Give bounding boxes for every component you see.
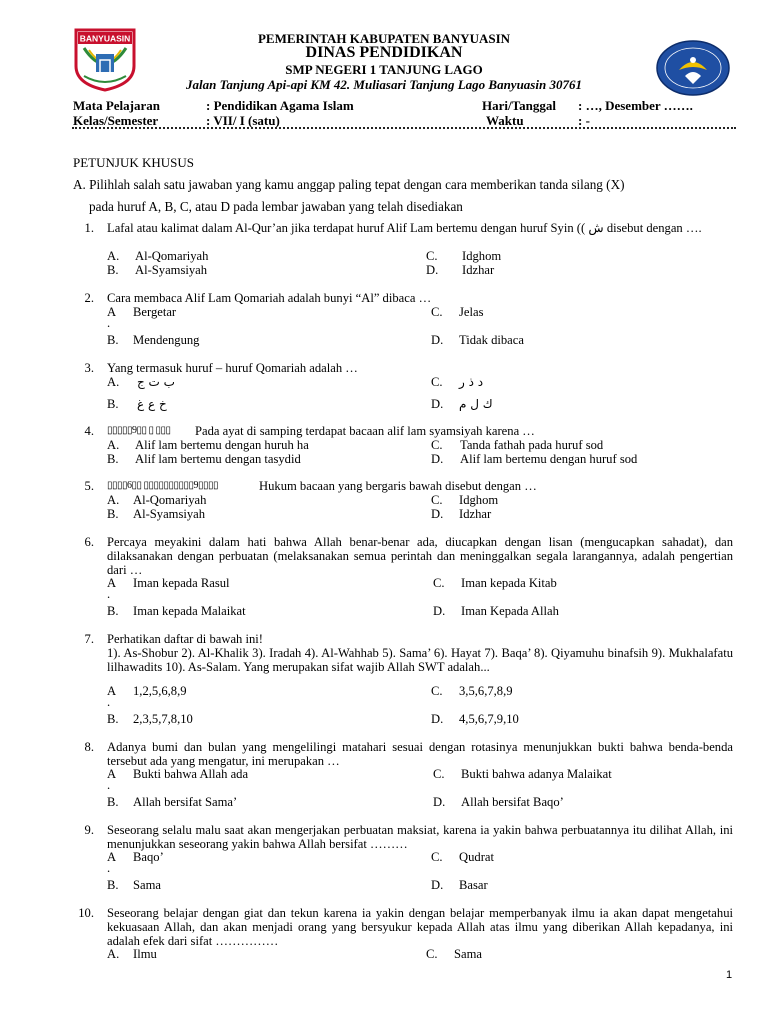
- option-b[interactable]: [107, 604, 246, 618]
- option-letter: D.: [433, 795, 446, 809]
- option-letter: A.: [107, 947, 120, 961]
- option-letter: A: [107, 850, 117, 864]
- option-text: Idzhar: [462, 263, 495, 277]
- option-c[interactable]: [431, 493, 499, 507]
- option-text: Alif lam bertemu dengan huruf sod: [460, 452, 638, 466]
- option-c[interactable]: [431, 375, 484, 389]
- option-text: Idghom: [462, 249, 502, 263]
- option-d[interactable]: [431, 333, 524, 347]
- option-text: Tidak dibaca: [459, 333, 524, 347]
- class-value: : VII/ I (satu): [206, 113, 280, 128]
- arabic-verse-glyphs: ▯▯▯▯▯9▯▯ ▯ ▯▯▯: [107, 425, 171, 436]
- option-text: Mendengung: [133, 333, 200, 347]
- class-label: Kelas/Semester: [73, 113, 159, 128]
- question-text: Lafal atau kalimat dalam Al-Qur’an jika terdapat huruf Alif Lam bertemu dengan huruf Syin (( ش disebut dengan ….: [107, 221, 702, 235]
- time-value: : -: [578, 113, 590, 128]
- option-text: Baqo’: [133, 850, 164, 864]
- option-a[interactable]: A Bukti bahwa Allah ada .: [107, 767, 249, 792]
- option-a[interactable]: [107, 438, 309, 452]
- question-text: Seseorang belajar dengan giat dan tekun karena ia yakin dengan belajar memperbanyak ilmu ia akan dapat mengetahui kekuasaan Allah, dan akan menjadi orang yang bersyukur kepada Allah atas ilmu yang diberikan Allah kepadanya, ini adalah efek dari sifat ……………: [107, 906, 733, 948]
- option-c[interactable]: [433, 576, 557, 590]
- option-text: 3,5,6,7,8,9: [459, 684, 513, 698]
- question-number: 3.: [84, 361, 94, 375]
- option-text: 1,2,5,6,8,9: [133, 684, 187, 698]
- question-text: Percaya meyakini dalam hati bahwa Allah benar-benar ada, diucapkan dengan lisan (mengucapkan sahadat), dan dilaksanakan dengan perbuatan (melaksanakan semua perintah dan meninggalkan segala larangannya, adalah pengertian dari …: [107, 535, 733, 577]
- option-text: Iman kepada Kitab: [461, 576, 557, 590]
- option-letter: A.: [107, 375, 120, 389]
- option-text: Idghom: [459, 493, 499, 507]
- option-letter: C.: [426, 947, 438, 961]
- option-text: 4,5,6,7,9,10: [459, 712, 519, 726]
- question-number: 9.: [84, 823, 94, 837]
- option-text: Bergetar: [133, 305, 177, 319]
- question-number: 5.: [84, 479, 94, 493]
- option-letter: C.: [431, 438, 443, 452]
- option-text: Ilmu: [133, 947, 157, 961]
- date-value: : …, Desember …….: [578, 98, 693, 113]
- option-text: Al-Qomariyah: [133, 493, 207, 507]
- date-label: Hari/Tanggal: [482, 98, 556, 113]
- option-d[interactable]: [431, 878, 488, 892]
- page-number: 1: [726, 969, 733, 981]
- header-line-4: Jalan Tanjung Api-api KM 42. Muliasari Tanjung Lago Banyuasin 30761: [186, 77, 582, 92]
- option-d[interactable]: [431, 507, 492, 521]
- header-line-1: PEMERINTAH KABUPATEN BANYUASIN: [257, 31, 511, 46]
- subject-value: : Pendidikan Agama Islam: [206, 98, 354, 113]
- option-text: 2,3,5,7,8,10: [133, 712, 193, 726]
- option-letter: B.: [107, 452, 119, 466]
- option-text: Sama: [133, 878, 161, 892]
- option-d[interactable]: [431, 397, 493, 411]
- option-text: ب ت ج: [137, 375, 175, 389]
- question-text: Adanya bumi dan bulan yang mengelilingi matahari sesuai dengan rotasinya menunjukkan bukti bahwa benda-benda tersebut ada yang mengatur, ini merupakan …: [107, 740, 733, 768]
- option-letter: D.: [431, 712, 444, 726]
- option-letter: C.: [433, 576, 445, 590]
- question-number: 7.: [84, 632, 94, 646]
- question-text: Pada ayat di samping terdapat bacaan alif lam syamsiyah karena …: [195, 424, 535, 438]
- option-b[interactable]: [107, 878, 161, 892]
- option-a[interactable]: A Iman kepada Rasul .: [107, 576, 230, 601]
- option-letter: B.: [107, 712, 119, 726]
- option-text: Jelas: [459, 305, 484, 319]
- option-text: Alif lam bertemu dengan huruh ha: [135, 438, 309, 452]
- option-text: Iman kepada Malaikat: [133, 604, 246, 618]
- option-b[interactable]: [107, 452, 301, 466]
- option-a[interactable]: [107, 947, 157, 961]
- option-letter: C.: [431, 850, 443, 864]
- question-number: 6.: [84, 535, 94, 549]
- option-text: Idzhar: [459, 507, 492, 521]
- option-text: Bukti bahwa adanya Malaikat: [461, 767, 612, 781]
- option-letter: D.: [433, 604, 446, 618]
- option-c[interactable]: [433, 767, 612, 781]
- option-letter: C.: [431, 493, 443, 507]
- question-number: 2.: [84, 291, 94, 305]
- option-d[interactable]: [431, 452, 638, 466]
- option-a[interactable]: A Baqo’ .: [107, 850, 164, 875]
- option-b[interactable]: [107, 507, 206, 521]
- option-text: Sama: [454, 947, 482, 961]
- dotted-divider: [72, 127, 736, 129]
- option-text: Iman kepada Rasul: [133, 576, 230, 590]
- option-text: ك ل م: [459, 397, 493, 411]
- option-b[interactable]: [107, 263, 208, 277]
- option-text: خ ع غ: [137, 397, 167, 411]
- option-c[interactable]: [426, 249, 502, 263]
- option-b[interactable]: [107, 795, 238, 809]
- option-text: د ذ ر: [459, 375, 484, 389]
- section-a-instruction: A. Pilihlah salah satu jawaban yang kamu anggap paling tepat dengan cara memberikan tanda silang (X): [73, 177, 625, 192]
- question-number: 4.: [84, 424, 94, 438]
- option-c[interactable]: [431, 850, 494, 864]
- option-letter: A.: [107, 493, 120, 507]
- option-b[interactable]: [107, 397, 167, 411]
- option-letter: B.: [107, 878, 119, 892]
- option-letter: A.: [107, 438, 120, 452]
- option-letter: D.: [431, 878, 444, 892]
- option-text: Allah bersifat Sama’: [133, 795, 238, 809]
- option-text: Al-Syamsiyah: [135, 263, 208, 277]
- option-text: Bukti bahwa Allah ada: [133, 767, 249, 781]
- option-letter: C.: [431, 375, 443, 389]
- instructions-title: PETUNJUK KHUSUS: [73, 155, 194, 170]
- option-letter: D.: [426, 263, 439, 277]
- option-d[interactable]: [433, 604, 559, 618]
- tut-wuri-handayani-logo: [655, 40, 731, 96]
- option-c[interactable]: [426, 947, 482, 961]
- question-text: Hukum bacaan yang bergaris bawah disebut dengan …: [259, 479, 537, 493]
- question-list: 1). As-Shobur 2). Al-Khalik 3). Iradah 4). Al-Wahhab 5). Sama’ 6). Hayat 7). Baqa’ 8). Qiyamuhu binafsih 9). Mukhalafatu lilhawadits 10). As-Salam. Yang merupakan sifat wajib Allah SWT adalah...: [107, 646, 733, 674]
- option-letter: D.: [431, 333, 444, 347]
- option-letter: C.: [433, 767, 445, 781]
- option-a[interactable]: [107, 375, 175, 389]
- question-number: 1.: [84, 221, 94, 235]
- question-number: 8.: [84, 740, 94, 754]
- option-text: Alif lam bertemu dengan tasydid: [135, 452, 301, 466]
- time-label: Waktu: [486, 113, 524, 128]
- option-d[interactable]: [426, 263, 495, 277]
- question-number: 10.: [78, 906, 94, 920]
- option-d[interactable]: [433, 795, 564, 809]
- option-letter: A: [107, 684, 117, 698]
- question-text: Cara membaca Alif Lam Qomariah adalah bunyi “Al” dibaca …: [107, 291, 432, 305]
- subject-label: Mata Pelajaran: [73, 98, 161, 113]
- option-c[interactable]: [431, 305, 484, 319]
- option-text: Qudrat: [459, 850, 494, 864]
- option-text: Tanda fathah pada huruf sod: [460, 438, 604, 452]
- option-letter: B.: [107, 795, 119, 809]
- option-text: Al-Syamsiyah: [133, 507, 206, 521]
- option-letter: B.: [107, 397, 119, 411]
- section-a-instruction-cont: pada huruf A, B, C, atau D pada lembar jawaban yang telah disediakan: [89, 199, 463, 214]
- option-b[interactable]: [107, 333, 200, 347]
- option-d[interactable]: [431, 712, 519, 726]
- option-letter: B.: [107, 604, 119, 618]
- option-text: Al-Qomariyah: [135, 249, 209, 263]
- option-letter: D.: [431, 452, 444, 466]
- option-letter: B.: [107, 507, 119, 521]
- option-text: Allah bersifat Baqo’: [461, 795, 564, 809]
- question-text: Perhatikan daftar di bawah ini!: [107, 632, 263, 646]
- header-line-3: SMP NEGERI 1 TANJUNG LAGO: [285, 62, 483, 77]
- question-text: Yang termasuk huruf – huruf Qomariah adalah …: [107, 361, 358, 375]
- option-letter: A.: [107, 249, 120, 263]
- option-a[interactable]: A Bergetar .: [107, 305, 177, 330]
- option-text: Iman Kepada Allah: [461, 604, 559, 618]
- option-a[interactable]: [107, 493, 207, 507]
- option-letter: A: [107, 305, 117, 319]
- option-letter: C.: [431, 684, 443, 698]
- option-b[interactable]: [107, 712, 193, 726]
- option-letter: C.: [426, 249, 438, 263]
- option-text: Basar: [459, 878, 488, 892]
- option-letter: B.: [107, 263, 119, 277]
- option-letter: A: [107, 767, 117, 781]
- option-letter: D.: [431, 397, 444, 411]
- option-letter: D.: [431, 507, 444, 521]
- option-c[interactable]: [431, 438, 604, 452]
- option-c[interactable]: [431, 684, 513, 698]
- option-a[interactable]: A 1,2,5,6,8,9 .: [107, 684, 187, 709]
- option-letter: C.: [431, 305, 443, 319]
- logo-text: BANYUASIN: [79, 33, 131, 44]
- option-letter: A: [107, 576, 117, 590]
- option-a[interactable]: [107, 249, 209, 263]
- question-text: Seseorang selalu malu saat akan mengerjakan perbuatan maksiat, karena ia yakin bahwa perbuatannya itu dilihat Allah, ini menunjukkan seseorang yakin bahwa Allah bersifat ………: [107, 823, 733, 851]
- arabic-verse-glyphs: ▯▯▯▯6▯▯ ▯▯▯▯▯▯▯▯▯▯9▯▯▯▯: [107, 480, 219, 491]
- header-line-2: DINAS PENDIDIKAN: [305, 44, 463, 61]
- option-letter: B.: [107, 333, 119, 347]
